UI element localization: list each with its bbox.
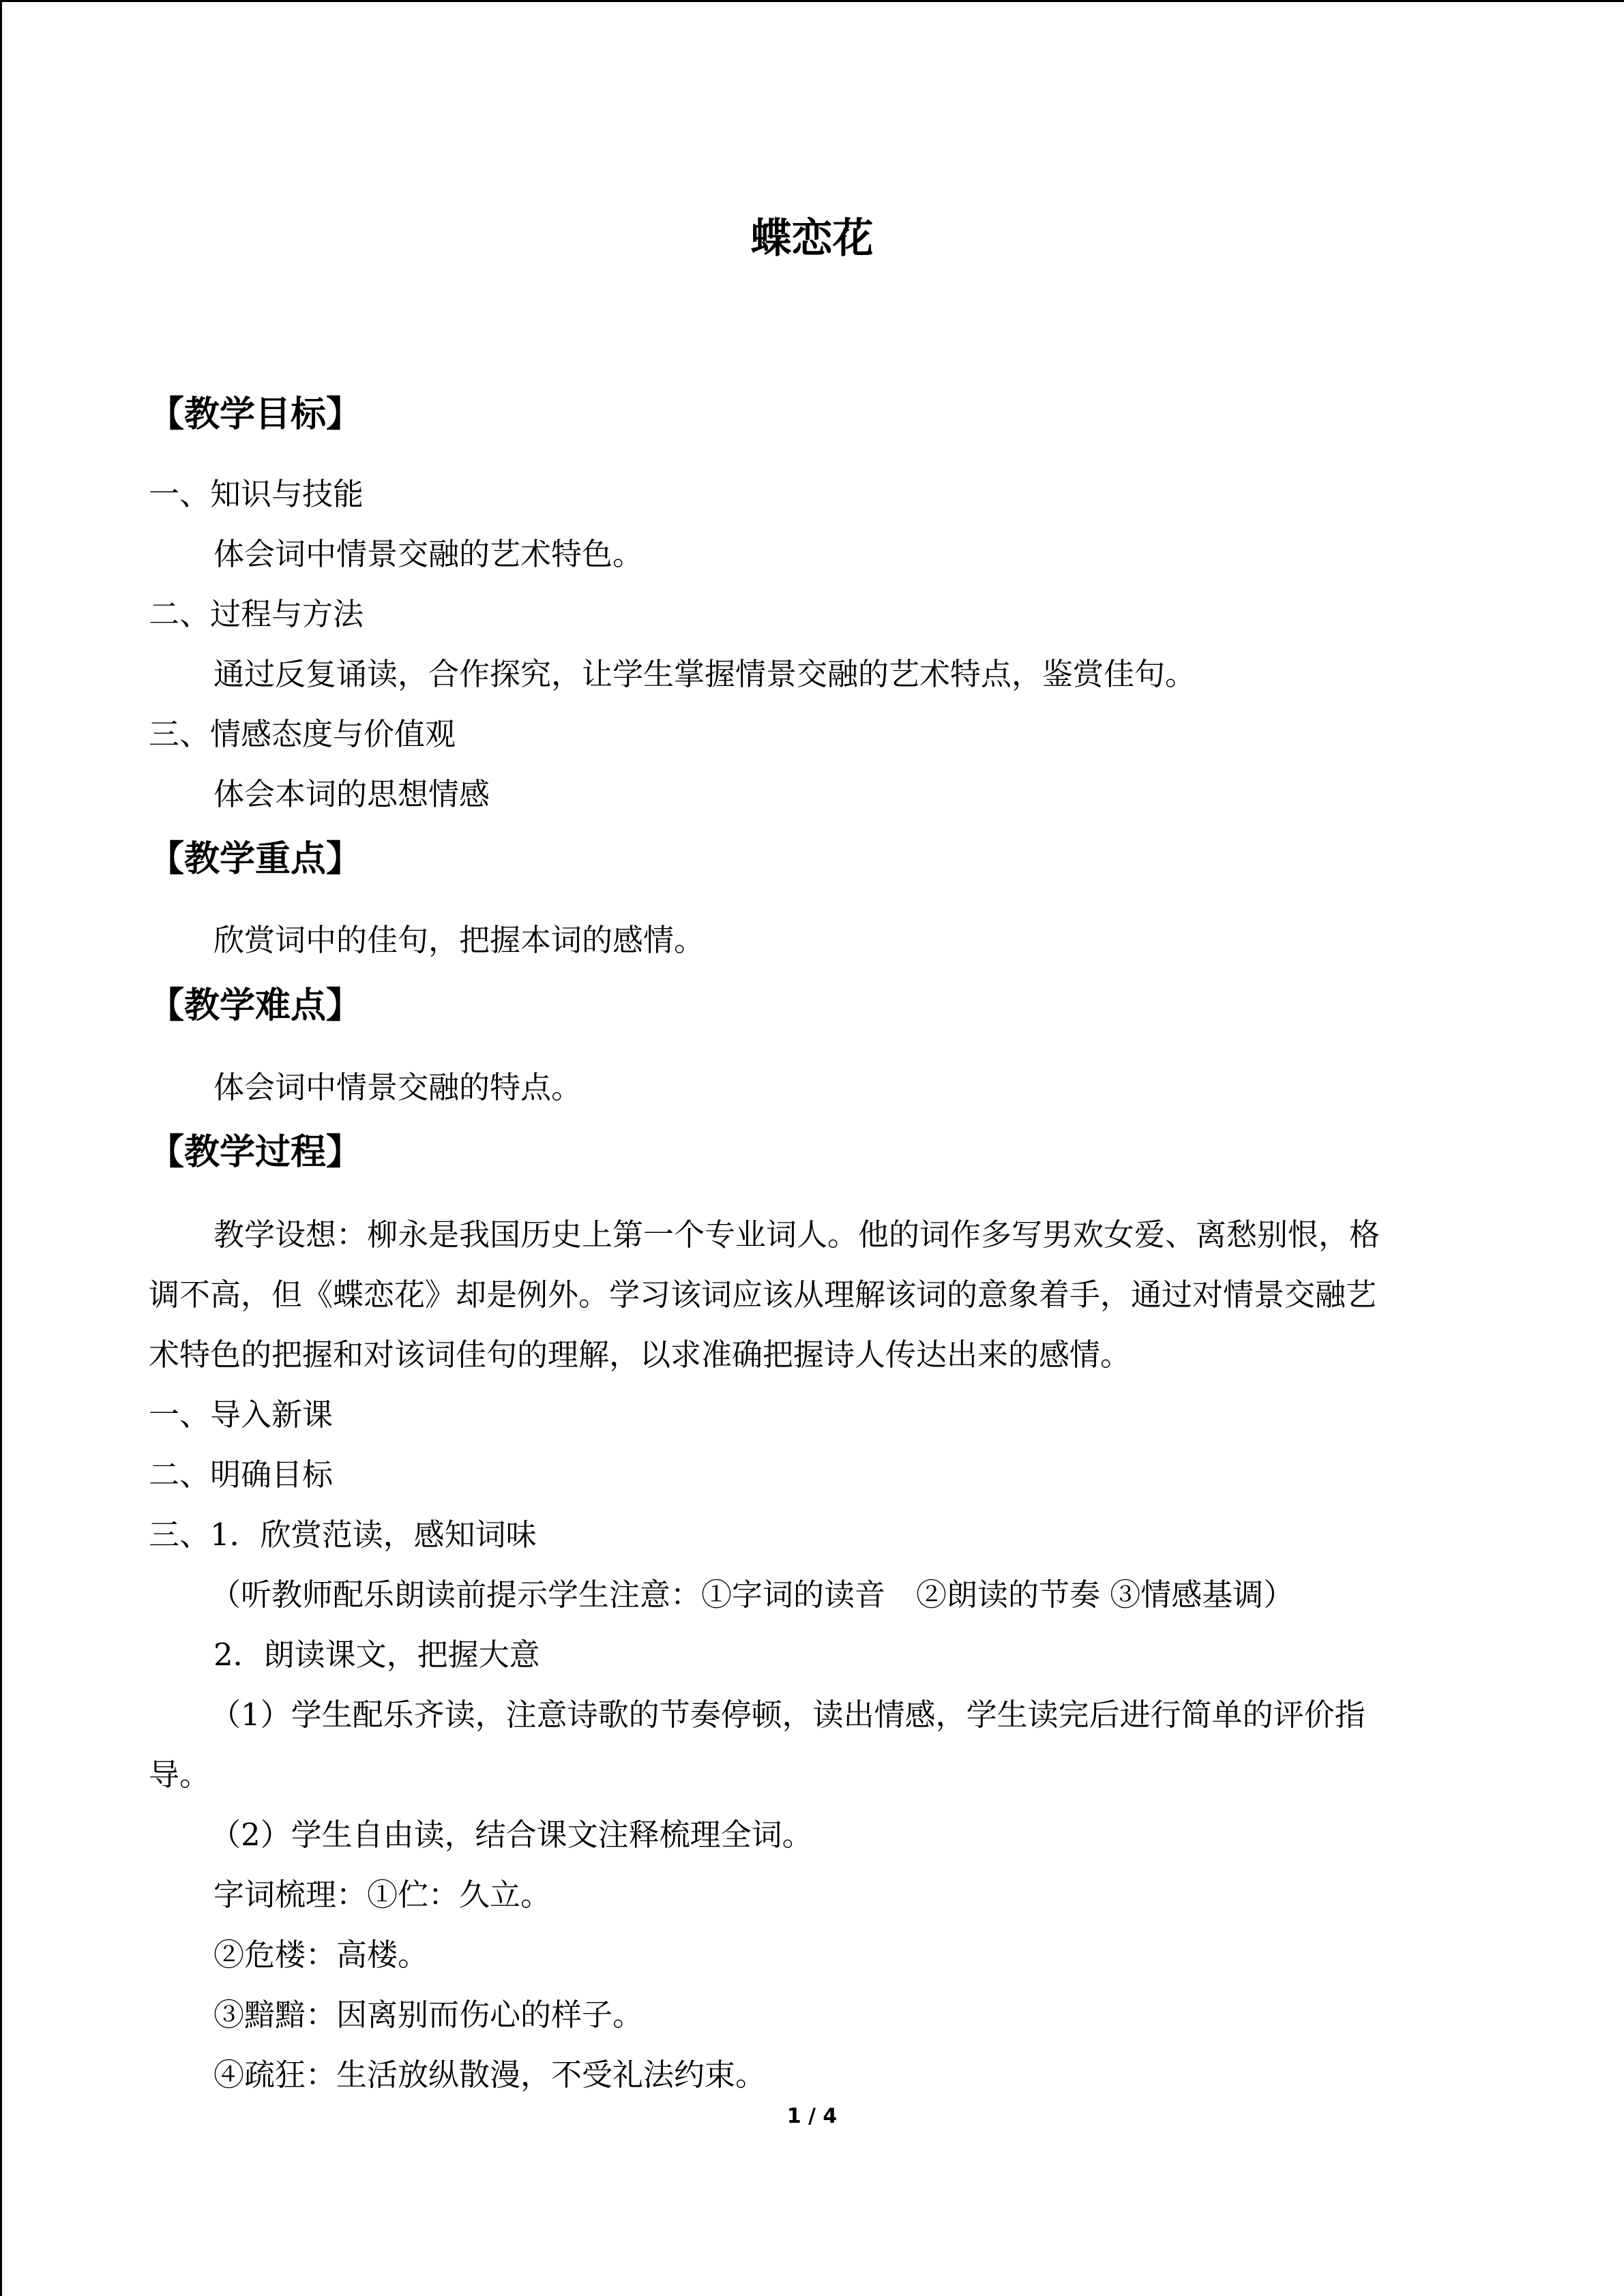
process-line: 教学设想：柳永是我国历史上第一个专业词人。他的词作多写男欢女爱、离愁别恨，格 <box>213 1217 1381 1253</box>
section-heading-objectives: 【教学目标】 <box>149 394 362 435</box>
objective-item: 一、知识与技能 <box>149 476 364 512</box>
process-line: 调不高，但《蝶恋花》却是例外。学习该词应该从理解该词的意象着手，通过对情景交融艺 <box>149 1277 1377 1313</box>
objective-item: 体会词中情景交融的艺术特色。 <box>213 536 644 572</box>
process-line: ③黯黯：因离别而伤心的样子。 <box>213 1997 644 2033</box>
section-heading-key-points: 【教学重点】 <box>149 839 362 880</box>
process-line: （2）学生自由读，结合课文注释梳理全词。 <box>210 1817 813 1853</box>
process-line: 一、导入新课 <box>149 1397 334 1433</box>
process-line: ④疏狂：生活放纵散漫，不受礼法约束。 <box>213 2057 767 2093</box>
process-line: 术特色的把握和对该词佳句的理解，以求准确把握诗人传达出来的感情。 <box>149 1337 1132 1373</box>
process-line: 三、1．欣赏范读，感知词味 <box>149 1517 537 1553</box>
objective-item: 三、情感态度与价值观 <box>149 716 456 752</box>
objective-item: 通过反复诵读，合作探究，让学生掌握情景交融的艺术特点，鉴赏佳句。 <box>213 656 1196 692</box>
page-number: 1 / 4 <box>786 2104 838 2128</box>
process-line: 字词梳理：①伫：久立。 <box>213 1877 552 1913</box>
objective-item: 体会本词的思想情感 <box>213 776 490 812</box>
document-title: 蝶恋花 <box>750 215 874 263</box>
process-line: （听教师配乐朗读前提示学生注意：①字词的读音 ②朗读的节奏 ③情感基调） <box>210 1577 1295 1613</box>
section-heading-difficulties: 【教学难点】 <box>149 985 362 1026</box>
process-line: 二、明确目标 <box>149 1457 334 1493</box>
section-heading-process: 【教学过程】 <box>149 1132 362 1173</box>
objective-item: 二、过程与方法 <box>149 596 364 632</box>
process-line: 2．朗读课文，把握大意 <box>213 1637 540 1673</box>
process-line: 导。 <box>149 1757 211 1793</box>
difficulties-text: 体会词中情景交融的特点。 <box>213 1069 582 1105</box>
process-line: ②危楼：高楼。 <box>213 1937 429 1973</box>
process-line: （1）学生配乐齐读，注意诗歌的节奏停顿，读出情感，学生读完后进行简单的评价指 <box>210 1697 1365 1733</box>
key-points-text: 欣赏词中的佳句，把握本词的感情。 <box>213 922 705 958</box>
